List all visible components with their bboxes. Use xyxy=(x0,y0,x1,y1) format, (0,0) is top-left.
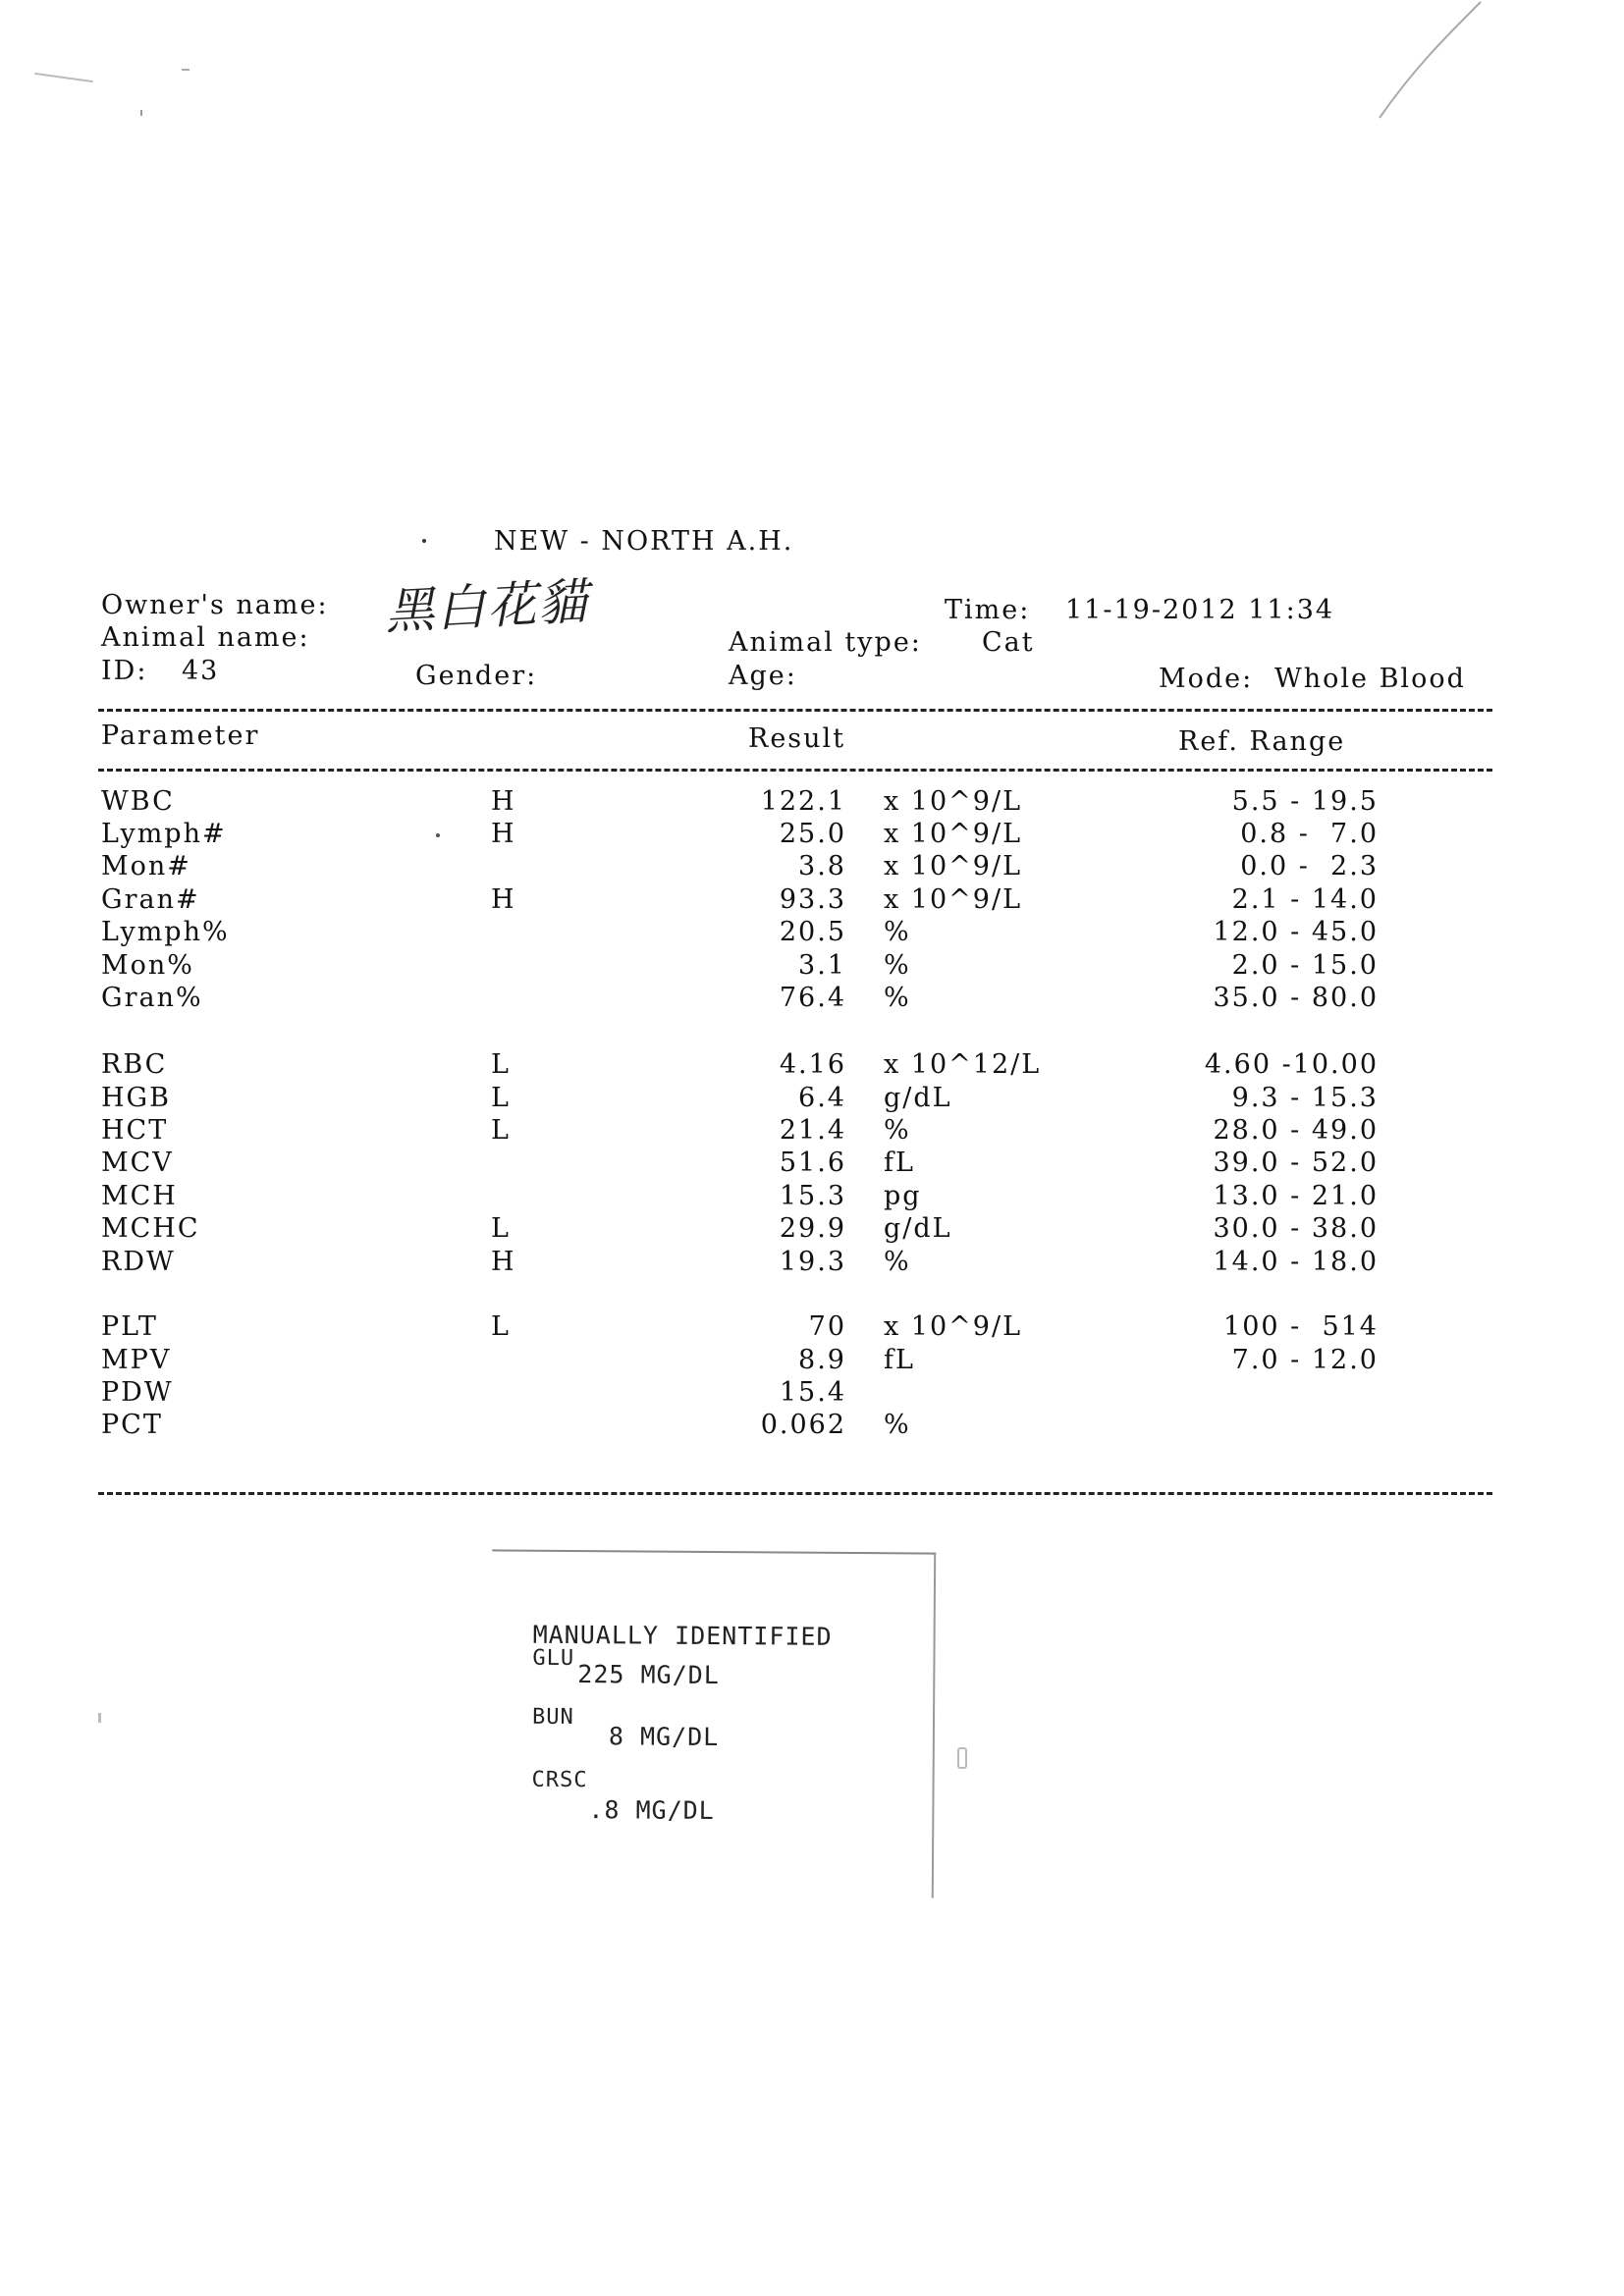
result-unit: pg xyxy=(884,1181,922,1211)
abnormal-flag: L xyxy=(491,1049,511,1080)
result-unit: x 10^9/L xyxy=(884,819,1022,849)
result-unit: % xyxy=(884,950,911,981)
result-unit: % xyxy=(884,1410,911,1440)
table-row xyxy=(0,853,1624,885)
parameter-name: HCT xyxy=(101,1115,169,1146)
crsc-label: CRSC xyxy=(531,1767,588,1793)
parameter-name: Mon% xyxy=(101,950,194,981)
abnormal-flag: L xyxy=(491,1311,511,1342)
parameter-name: PDW xyxy=(101,1377,174,1408)
scan-speck xyxy=(957,1747,967,1769)
result-value: 0.062 xyxy=(760,1410,846,1440)
result-unit: fL xyxy=(884,1345,915,1375)
table-row xyxy=(0,1249,1624,1281)
table-row xyxy=(0,1412,1624,1444)
divider-bottom xyxy=(98,1492,1492,1495)
table-row xyxy=(0,1313,1624,1346)
scan-speck xyxy=(422,539,426,543)
time-label: Time: xyxy=(945,595,1031,625)
result-value: 25.0 xyxy=(779,819,846,849)
result-value: 4.16 xyxy=(779,1049,846,1080)
gender-label: Gender: xyxy=(415,661,538,691)
reference-range: 5.5 - 19.5 xyxy=(1231,786,1379,817)
table-row xyxy=(0,952,1624,985)
age-label: Age: xyxy=(729,661,797,691)
parameter-name: MCH xyxy=(101,1181,178,1211)
parameter-name: WBC xyxy=(101,786,175,817)
result-value: 29.9 xyxy=(779,1213,846,1244)
parameter-name: PCT xyxy=(101,1410,163,1440)
parameter-name: Lymph% xyxy=(101,917,230,947)
abnormal-flag: H xyxy=(491,1247,516,1277)
result-unit: x 10^12/L xyxy=(884,1049,1042,1080)
result-value: 70 xyxy=(808,1311,846,1342)
table-row xyxy=(0,1149,1624,1182)
scan-speck xyxy=(140,110,142,116)
paper-fold-line xyxy=(1375,0,1483,123)
reference-range: 28.0 - 49.0 xyxy=(1213,1115,1379,1146)
table-row xyxy=(0,1085,1624,1117)
parameter-name: PLT xyxy=(101,1311,158,1342)
result-unit: g/dL xyxy=(884,1213,952,1244)
result-value: 15.4 xyxy=(779,1377,846,1408)
parameter-name: MCV xyxy=(101,1148,174,1178)
scan-speck xyxy=(182,69,189,71)
table-row xyxy=(0,1117,1624,1149)
animal-name-label: Animal name: xyxy=(101,622,310,653)
abnormal-flag: H xyxy=(491,786,516,817)
abnormal-flag: H xyxy=(491,819,516,849)
result-value: 19.3 xyxy=(779,1247,846,1277)
bun-label: BUN xyxy=(531,1704,574,1731)
parameter-name: HGB xyxy=(101,1083,171,1113)
table-row xyxy=(0,1347,1624,1379)
parameter-name: Gran% xyxy=(101,983,203,1013)
reference-range: 30.0 - 38.0 xyxy=(1213,1213,1379,1244)
reference-range: 2.1 - 14.0 xyxy=(1231,884,1379,915)
result-unit: x 10^9/L xyxy=(884,1311,1022,1342)
result-value: 76.4 xyxy=(779,983,846,1013)
result-unit: x 10^9/L xyxy=(884,884,1022,915)
table-row xyxy=(0,985,1624,1017)
result-unit: x 10^9/L xyxy=(884,851,1022,881)
parameter-name: Gran# xyxy=(101,884,200,915)
result-value: 21.4 xyxy=(779,1115,846,1146)
result-unit: % xyxy=(884,1115,911,1146)
reference-range: 0.8 - 7.0 xyxy=(1240,819,1379,849)
table-row xyxy=(0,1183,1624,1215)
glu-label: GLU xyxy=(532,1645,575,1672)
manual-chemistry-slip xyxy=(490,1549,936,1897)
reference-range: 13.0 - 21.0 xyxy=(1213,1181,1379,1211)
parameter-name: RBC xyxy=(101,1049,168,1080)
table-row xyxy=(0,886,1624,919)
divider-header xyxy=(98,769,1492,772)
result-unit: g/dL xyxy=(884,1083,952,1113)
time-value: 11-19-2012 11:34 xyxy=(1065,595,1335,625)
bun-value: 8 MG/DL xyxy=(608,1722,720,1752)
reference-range: 4.60 -10.00 xyxy=(1204,1049,1379,1080)
table-row xyxy=(0,1051,1624,1084)
parameter-name: Lymph# xyxy=(101,819,227,849)
column-header-result: Result xyxy=(748,723,846,754)
column-header-ref-range: Ref. Range xyxy=(1178,726,1346,757)
result-unit: fL xyxy=(884,1148,915,1178)
table-row xyxy=(0,821,1624,853)
id-value: 43 xyxy=(182,656,220,686)
result-value: 122.1 xyxy=(760,786,846,817)
scan-speck xyxy=(34,73,93,82)
reference-range: 35.0 - 80.0 xyxy=(1213,983,1379,1013)
result-value: 3.8 xyxy=(798,851,846,881)
result-value: 20.5 xyxy=(779,917,846,947)
reference-range: 12.0 - 45.0 xyxy=(1213,917,1379,947)
parameter-name: RDW xyxy=(101,1247,176,1277)
divider-top xyxy=(98,709,1492,712)
clinic-name: NEW - NORTH A.H. xyxy=(494,526,794,557)
reference-range: 100 - 514 xyxy=(1223,1311,1379,1342)
result-value: 93.3 xyxy=(779,884,846,915)
table-row xyxy=(0,1215,1624,1248)
parameter-name: Mon# xyxy=(101,851,191,881)
result-unit: % xyxy=(884,1247,911,1277)
crsc-value: .8 MG/DL xyxy=(588,1795,715,1826)
slip-title: MANUALLY IDENTIFIED xyxy=(532,1620,833,1651)
parameter-name: MPV xyxy=(101,1345,172,1375)
abnormal-flag: L xyxy=(491,1083,511,1113)
table-row xyxy=(0,1379,1624,1412)
owner-label: Owner's name: xyxy=(101,590,329,620)
result-value: 51.6 xyxy=(779,1148,846,1178)
column-header-parameter: Parameter xyxy=(101,721,260,751)
result-value: 8.9 xyxy=(798,1345,846,1375)
abnormal-flag: L xyxy=(491,1213,511,1244)
result-unit: % xyxy=(884,917,911,947)
reference-range: 2.0 - 15.0 xyxy=(1231,950,1379,981)
result-value: 15.3 xyxy=(779,1181,846,1211)
animal-type-value: Cat xyxy=(982,627,1035,658)
reference-range: 14.0 - 18.0 xyxy=(1213,1247,1379,1277)
reference-range: 0.0 - 2.3 xyxy=(1240,851,1379,881)
mode-value: Whole Blood xyxy=(1274,664,1466,694)
reference-range: 9.3 - 15.3 xyxy=(1231,1083,1379,1113)
abnormal-flag: H xyxy=(491,884,516,915)
abnormal-flag: L xyxy=(491,1115,511,1146)
mode-label: Mode: xyxy=(1159,664,1254,694)
result-value: 6.4 xyxy=(798,1083,846,1113)
result-value: 3.1 xyxy=(798,950,846,981)
table-row xyxy=(0,919,1624,951)
table-row xyxy=(0,788,1624,821)
id-label: ID: xyxy=(101,656,148,686)
animal-type-label: Animal type: xyxy=(729,627,922,658)
result-unit: % xyxy=(884,983,911,1013)
glu-value: 225 MG/DL xyxy=(577,1660,720,1690)
reference-range: 39.0 - 52.0 xyxy=(1213,1148,1379,1178)
result-unit: x 10^9/L xyxy=(884,786,1022,817)
parameter-name: MCHC xyxy=(101,1213,200,1244)
reference-range: 7.0 - 12.0 xyxy=(1231,1345,1379,1375)
scan-speck xyxy=(98,1713,101,1723)
owner-handwritten-name: 黑白花貓 xyxy=(383,572,591,641)
